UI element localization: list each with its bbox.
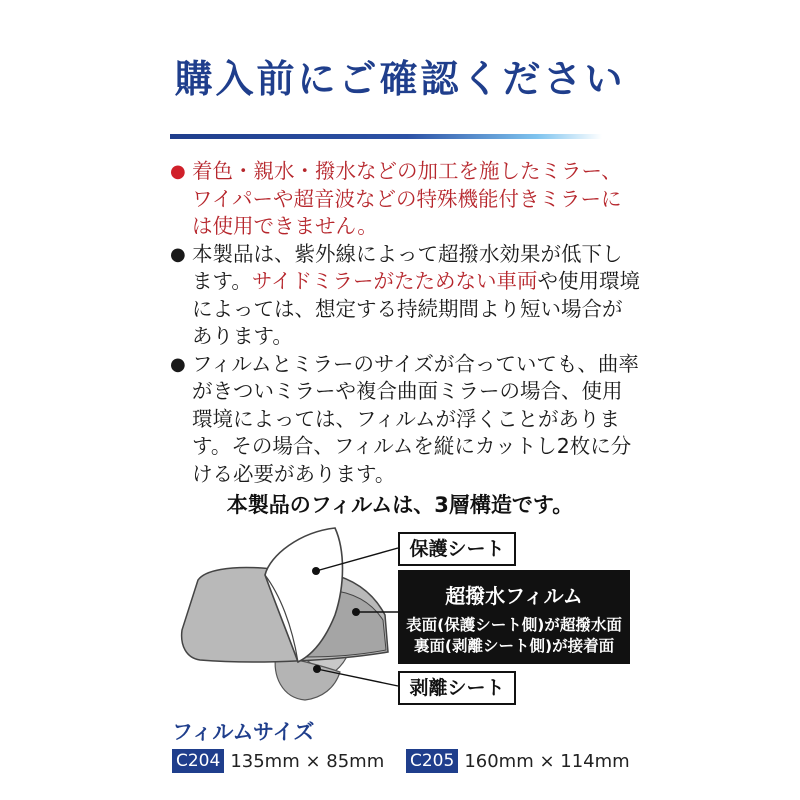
size-item-c205: [406, 749, 630, 773]
model-badge: C204: [172, 749, 224, 773]
size-item-c204: [172, 749, 384, 773]
film-size-heading: フィルムサイズ: [172, 720, 315, 744]
structure-heading: 本製品のフィルムは、3層構造です。: [226, 493, 574, 517]
superhydrophobic-film-panel: [398, 570, 630, 664]
release-sheet-label: 剥離シート: [398, 671, 516, 705]
bullet-icon: ●: [170, 353, 186, 375]
bullet-icon: ●: [170, 243, 186, 265]
size-dimensions: 160mm × 114mm: [464, 750, 630, 772]
note-2-text-b: や使用環境によっては、想定する持続期間より短い場合があります。: [192, 269, 640, 348]
note-3-text: フィルムとミラーのサイズが合っていても、曲率がきついミラーや複合曲面ミラーの場合、使用環境によっては、フィルムが浮くことがあります。その場合、フィルムを縦にカットし2枚に分ける必要があります。: [192, 351, 639, 486]
note-2-highlight: サイドミラーがたためない車両: [251, 269, 538, 293]
note-2-text-a: 本製品は、紫外線によって超撥水効果が低下します。: [192, 241, 623, 293]
page-title: 購入前にご確認ください: [174, 57, 626, 101]
note-1-text: 着色・親水・撥水などの加工を施したミラー、ワイパーや超音波などの特殊機能付きミラーには使用できません。: [192, 159, 622, 238]
model-badge: C205: [406, 749, 458, 773]
film-back-note: 裏面(剥離シート側)が接着面: [413, 637, 615, 655]
bullet-icon: ●: [170, 161, 186, 182]
protect-sheet-label: 保護シート: [398, 532, 516, 566]
film-front-note: 表面(保護シート側)が超撥水面: [406, 616, 622, 634]
film-title: 超撥水フィルム: [445, 584, 583, 608]
size-dimensions: 135mm × 85mm: [230, 750, 385, 772]
